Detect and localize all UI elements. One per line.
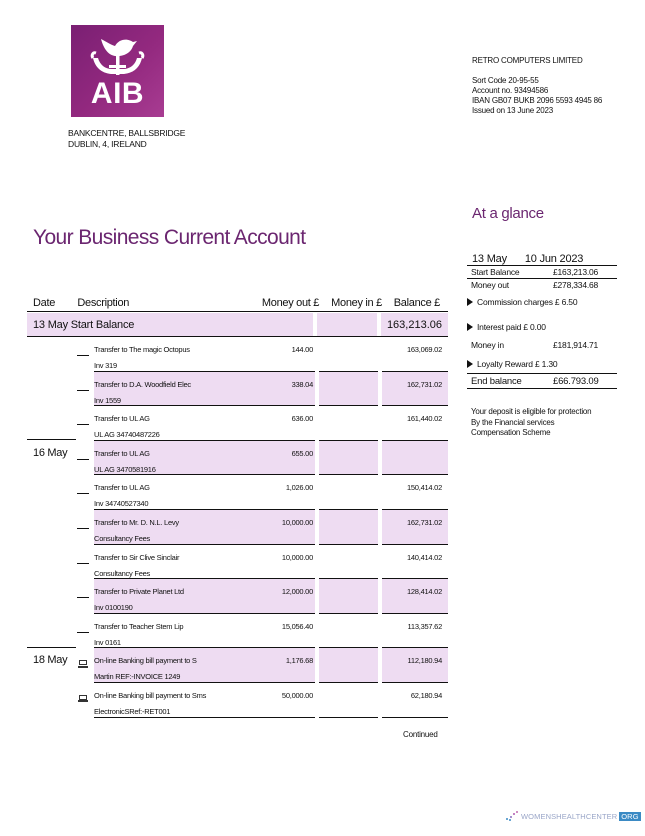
description-line2: UL AG 3470581916 xyxy=(94,464,156,474)
triangle-right-icon xyxy=(467,298,473,306)
row-date: 16 May xyxy=(33,446,68,459)
dash-icon xyxy=(77,424,89,425)
description-line2: Inv 1559 xyxy=(94,395,121,405)
glance-money-out xyxy=(467,279,617,292)
row-main xyxy=(94,614,315,649)
row-icon xyxy=(75,441,94,476)
commission-text: Commission charges £ 6.50 xyxy=(477,296,578,307)
description-line1: Transfer to Mr. D. N.L. Levy xyxy=(94,517,179,527)
row-balance: 62,180.94 xyxy=(382,683,448,718)
row-money-in xyxy=(319,648,378,683)
row-balance: 161,440.02 xyxy=(382,406,448,441)
row-date xyxy=(27,614,75,649)
row-description xyxy=(94,406,260,440)
row-description xyxy=(94,579,260,613)
row-main xyxy=(94,337,315,372)
glance-money-in xyxy=(467,336,617,354)
table-row xyxy=(27,406,448,441)
transactions-table xyxy=(27,295,448,718)
row-description xyxy=(94,545,260,579)
row-money-in xyxy=(319,614,378,649)
description-line2: Consultancy Fees xyxy=(94,533,151,543)
dash-icon xyxy=(77,390,89,391)
account-number: Account no. 93494586 xyxy=(472,86,549,95)
table-row xyxy=(27,510,448,545)
row-date xyxy=(27,683,75,718)
row-icon xyxy=(75,337,94,372)
row-money-in xyxy=(319,372,378,407)
row-money-out: 636.00 xyxy=(291,414,314,424)
note-line: By the Financial services xyxy=(471,417,555,427)
row-icon xyxy=(75,683,94,718)
description-line1: On-line Banking bill payment to Sms xyxy=(94,690,207,700)
description-line1: Transfer to Private Planet Ltd xyxy=(94,587,184,597)
description-line2: ElectronicSRef:-RET001 xyxy=(94,706,171,716)
description-line2: Inv 0100190 xyxy=(94,603,133,613)
iban: IBAN GB07 BUKB 2096 5593 4945 86 xyxy=(472,96,603,105)
header-balance: Balance £ xyxy=(393,297,440,309)
row-balance: 162,731.02 xyxy=(382,372,448,407)
table-row xyxy=(27,337,448,372)
table-row xyxy=(27,614,448,649)
row-balance: 140,414.02 xyxy=(382,545,448,580)
row-balance: 113,357.62 xyxy=(382,614,448,649)
row-main xyxy=(94,406,315,441)
glance-title: At a glance xyxy=(472,205,544,222)
dash-icon xyxy=(77,493,89,494)
table-row xyxy=(27,579,448,614)
row-icon xyxy=(75,372,94,407)
description-line1: Transfer to D.A. Woodfield Elec xyxy=(94,379,191,389)
header-money-in: Money in £ xyxy=(331,297,382,309)
glance-loyalty xyxy=(467,354,617,373)
row-money-in xyxy=(319,441,378,476)
dash-icon xyxy=(77,597,89,598)
table-row xyxy=(27,372,448,407)
row-main xyxy=(94,475,315,510)
header-date: Date xyxy=(33,297,56,309)
row-money-out: 655.00 xyxy=(291,448,314,458)
description-line1: Transfer to UL AG xyxy=(94,448,150,458)
period-start: 13 May xyxy=(472,253,507,265)
row-icon xyxy=(75,475,94,510)
description-line1: Transfer to Sir Clive Sinclair xyxy=(94,552,180,562)
row-icon xyxy=(75,545,94,580)
table-row xyxy=(27,545,448,580)
period-end: 10 Jun 2023 xyxy=(524,253,584,265)
row-description xyxy=(94,372,260,406)
computer-icon xyxy=(78,695,88,703)
row-money-out: 50,000.00 xyxy=(281,690,314,700)
description-line1: Transfer to UL AG xyxy=(94,414,150,424)
description-line2: UL AG 34740487226 xyxy=(94,430,160,440)
transaction-rows xyxy=(27,337,448,718)
row-balance xyxy=(382,441,448,476)
row-balance: 112,180.94 xyxy=(382,648,448,683)
row-icon xyxy=(75,614,94,649)
start-balance-value: £163,213.06 xyxy=(553,267,599,277)
money-in-label: Money in xyxy=(471,340,504,350)
row-date: 18 May xyxy=(33,654,68,667)
end-balance-label: End balance xyxy=(471,376,522,387)
glance-interest xyxy=(467,317,617,336)
aib-logo xyxy=(71,25,164,117)
watermark-text: WOMENSHEALTHCENTER xyxy=(521,811,618,821)
glance-commission xyxy=(467,292,617,311)
dash-icon xyxy=(77,528,89,529)
row-money-out: 1,176.68 xyxy=(285,656,314,666)
bank-address-line: BANKCENTRE, BALLSBRIDGE xyxy=(68,128,186,138)
row-money-out: 10,000.00 xyxy=(281,552,314,562)
glance-summary xyxy=(467,252,617,439)
continued-label: Continued xyxy=(403,730,438,739)
row-main xyxy=(94,683,315,718)
table-row xyxy=(27,441,448,476)
interest-text: Interest paid £ 0.00 xyxy=(477,321,546,332)
money-out-value: £278,334.68 xyxy=(553,280,599,290)
row-date xyxy=(27,545,75,580)
start-balance-label: 13 May Start Balance xyxy=(27,313,313,336)
dash-icon xyxy=(77,459,89,460)
row-money-in xyxy=(319,579,378,614)
table-row xyxy=(27,648,448,683)
bank-address xyxy=(68,128,185,150)
start-balance-label: Start Balance xyxy=(471,267,520,277)
row-date xyxy=(27,337,75,372)
row-money-out: 10,000.00 xyxy=(281,517,314,527)
row-description xyxy=(94,510,260,544)
row-money-out: 1,026.00 xyxy=(285,483,314,493)
row-money-in xyxy=(319,475,378,510)
start-money-in xyxy=(317,313,377,336)
row-money-out: 15,056.40 xyxy=(281,621,314,631)
start-balance-row xyxy=(27,313,448,337)
glance-end-balance xyxy=(467,373,617,389)
end-balance-value: £66.793.09 xyxy=(553,376,599,387)
money-out-label: Money out xyxy=(471,280,509,290)
loyalty-text: Loyalty Reward £ 1.30 xyxy=(477,358,558,369)
table-row xyxy=(27,475,448,510)
row-money-in xyxy=(319,406,378,441)
row-balance: 162,731.02 xyxy=(382,510,448,545)
row-icon xyxy=(75,510,94,545)
row-main xyxy=(94,441,315,476)
dots-logo-icon xyxy=(505,811,519,821)
description-line1: On-line Banking bill payment to S xyxy=(94,656,197,666)
row-balance: 150,414.02 xyxy=(382,475,448,510)
dash-icon xyxy=(77,355,89,356)
description-line2: Inv 319 xyxy=(94,361,117,370)
row-main xyxy=(94,372,315,407)
dash-icon xyxy=(77,632,89,633)
customer-name: RETRO COMPUTERS LIMITED xyxy=(472,56,583,65)
row-money-in xyxy=(319,683,378,718)
row-money-out: 144.00 xyxy=(291,345,314,354)
deposit-protection-note xyxy=(467,407,617,439)
logo-text: AIB xyxy=(90,77,145,110)
header-description: Description xyxy=(77,297,130,309)
row-main xyxy=(94,545,315,580)
glance-period xyxy=(467,252,617,266)
row-icon xyxy=(75,406,94,441)
table-header xyxy=(27,295,448,312)
sort-code: Sort Code 20-95-55 xyxy=(472,76,539,85)
row-description xyxy=(94,441,260,475)
row-date xyxy=(27,372,75,407)
table-row xyxy=(27,683,448,718)
row-money-in xyxy=(319,545,378,580)
row-date xyxy=(27,510,75,545)
issued-date: Issued on 13 June 2023 xyxy=(472,106,554,115)
description-line1: Transfer to UL AG xyxy=(94,483,150,493)
row-money-out: 12,000.00 xyxy=(281,587,314,597)
note-line: Compensation Scheme xyxy=(471,428,551,437)
row-description xyxy=(94,614,260,648)
header-money-out: Money out £ xyxy=(261,297,320,309)
row-balance: 128,414.02 xyxy=(382,579,448,614)
row-money-out: 338.04 xyxy=(291,379,314,389)
description-line1: Transfer to The magic Octopus xyxy=(94,345,190,354)
row-main xyxy=(94,648,315,683)
triangle-right-icon xyxy=(467,360,473,368)
triangle-right-icon xyxy=(467,323,473,331)
dash-icon xyxy=(77,563,89,564)
row-date xyxy=(27,579,75,614)
page-title: Your Business Current Account xyxy=(33,226,306,249)
row-balance: 163,069.02 xyxy=(382,337,448,372)
money-in-value: £181,914.71 xyxy=(553,340,599,350)
note-line: Your deposit is eligible for protection xyxy=(471,407,592,416)
row-date xyxy=(27,406,75,441)
row-description xyxy=(94,648,260,682)
row-icon xyxy=(75,579,94,614)
row-date xyxy=(27,475,75,510)
description-line2: Inv 34740527340 xyxy=(94,499,149,509)
description-line2: Consultancy Fees xyxy=(94,568,151,578)
bank-address-line: DUBLIN, 4, IRELAND xyxy=(68,139,147,149)
row-main xyxy=(94,510,315,545)
row-money-in xyxy=(319,510,378,545)
description-line1: Transfer to Teacher Stem Lip xyxy=(94,621,184,631)
computer-icon xyxy=(78,660,88,668)
glance-start-balance xyxy=(467,266,617,279)
watermark-badge: ORG xyxy=(621,811,639,821)
row-description xyxy=(94,337,260,371)
watermark xyxy=(505,811,641,821)
row-description xyxy=(94,683,260,717)
description-line2: Inv 0161 xyxy=(94,637,121,647)
customer-details xyxy=(472,56,602,116)
start-balance-value: 163,213.06 xyxy=(381,313,448,336)
row-money-in xyxy=(319,337,378,372)
row-description xyxy=(94,475,260,509)
description-line2: Martin REF:-INVOICE 1249 xyxy=(94,672,181,682)
row-main xyxy=(94,579,315,614)
row-icon xyxy=(75,648,94,683)
